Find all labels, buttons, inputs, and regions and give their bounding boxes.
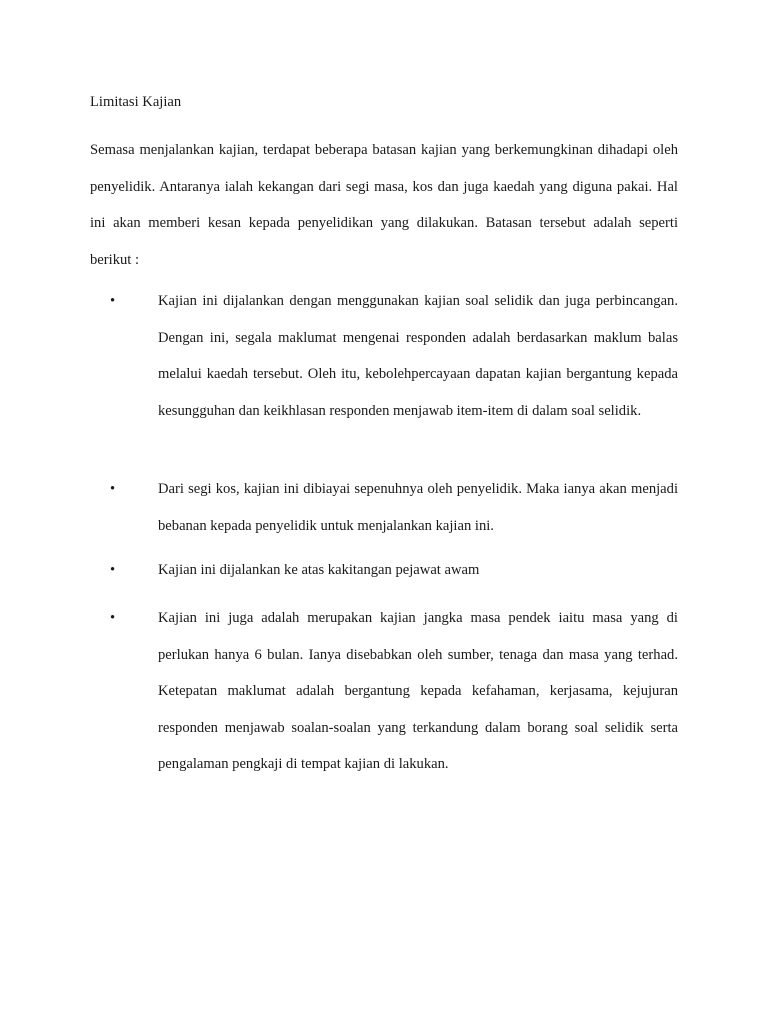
bullet-icon: •: [110, 293, 116, 309]
bullet-icon: •: [110, 562, 116, 578]
bullet-icon: •: [110, 481, 116, 497]
bullet-icon: •: [110, 610, 116, 626]
list-item-text: Kajian ini juga adalah merupakan kajian jangka masa pendek iaitu masa yang di perlukan hanya 6 bulan. Ianya disebabkan oleh sumber, tenaga dan masa yang terhad. Ketepatan maklumat adalah bergantung kepada kefahaman, kerjasama, kejujuran responden menjawab soalan-soalan yang terkandung dalam borang soal selidik serta pengalaman pengkaji di tempat kajian di lakukan.: [158, 610, 678, 772]
list-item-text: Kajian ini dijalankan dengan menggunakan kajian soal selidik dan juga perbincangan. Dengan ini, segala maklumat mengenai responden adalah berdasarkan maklum balas melalui kaedah tersebut. Oleh itu, kebolehpercayaan dapatan kajian bergantung kepada kesungguhan dan keikhlasan responden menjawab item-item di dalam soal selidik.: [158, 293, 678, 419]
list-item-text: Kajian ini dijalankan ke atas kakitangan pejawat awam: [158, 562, 480, 578]
section-heading: Limitasi Kajian: [90, 94, 182, 110]
intro-paragraph: Semasa menjalankan kajian, terdapat beberapa batasan kajian yang berkemungkinan dihadapi oleh penyelidik. Antaranya ialah kekangan dari segi masa, kos dan juga kaedah yang diguna pakai. Hal ini akan memberi kesan kepada penyelidikan yang dilakukan. Batasan tersebut adalah seperti berikut :: [90, 142, 678, 268]
list-item-text: Dari segi kos, kajian ini dibiayai sepenuhnya oleh penyelidik. Maka ianya akan menjadi bebanan kepada penyelidik untuk menjalankan kajian ini.: [158, 481, 678, 534]
